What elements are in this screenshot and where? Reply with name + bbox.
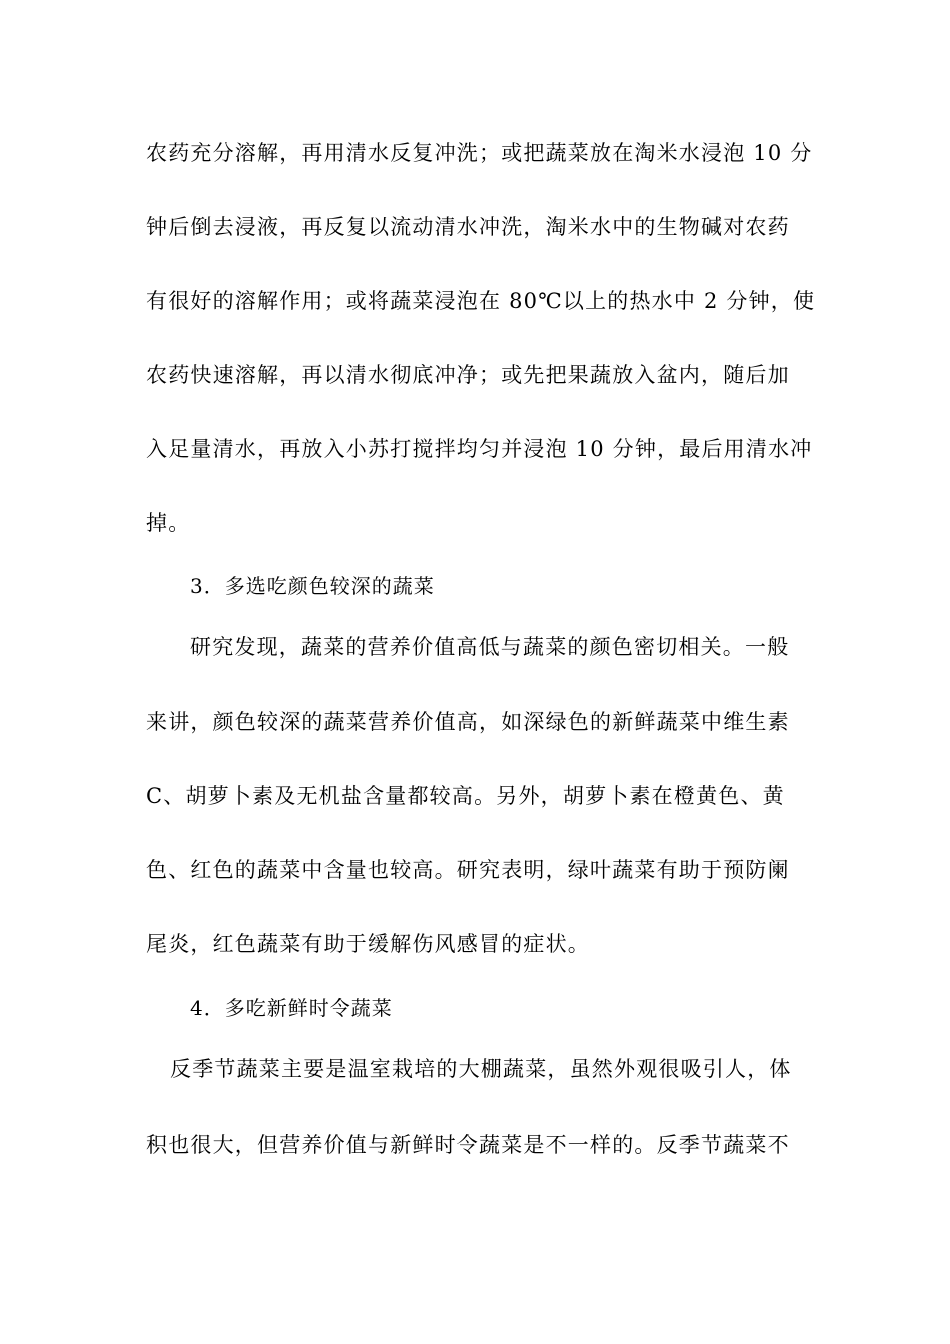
paragraph-line: 研究发现，蔬菜的营养价值高低与蔬菜的颜色密切相关。一般: [190, 635, 790, 659]
paragraph-line: 反季节蔬菜主要是温室栽培的大棚蔬菜，虽然外观很吸引人，体: [170, 1057, 792, 1081]
section-heading: 3．多选吃颜色较深的蔬菜: [190, 574, 435, 598]
section-heading: 4．多吃新鲜时令蔬菜: [190, 996, 393, 1020]
paragraph-line: 农药充分溶解，再用清水反复冲洗；或把蔬菜放在淘米水浸泡 10 分: [146, 141, 813, 165]
paragraph-line: 尾炎，红色蔬菜有助于缓解伤风感冒的症状。: [146, 932, 590, 956]
paragraph-line: 掉。: [146, 511, 191, 535]
paragraph-line: 入足量清水，再放入小苏打搅拌均匀并浸泡 10 分钟，最后用清水冲: [146, 437, 813, 461]
paragraph-line: 农药快速溶解，再以清水彻底冲净；或先把果蔬放入盆内，随后加: [146, 363, 790, 387]
paragraph-line: 有很好的溶解作用；或将蔬菜浸泡在 80℃以上的热水中 2 分钟，使: [146, 289, 816, 313]
paragraph-line: 来讲，颜色较深的蔬菜营养价值高，如深绿色的新鲜蔬菜中维生素: [146, 710, 790, 734]
paragraph-line: C、胡萝卜素及无机盐含量都较高。另外，胡萝卜素在橙黄色、黄: [146, 784, 785, 808]
paragraph-line: 色、红色的蔬菜中含量也较高。研究表明，绿叶蔬菜有助于预防阑: [146, 858, 790, 882]
paragraph-line: 钟后倒去浸液，再反复以流动清水冲洗，淘米水中的生物碱对农药: [146, 215, 790, 239]
paragraph-line: 积也很大，但营养价值与新鲜时令蔬菜是不一样的。反季节蔬菜不: [146, 1133, 790, 1157]
